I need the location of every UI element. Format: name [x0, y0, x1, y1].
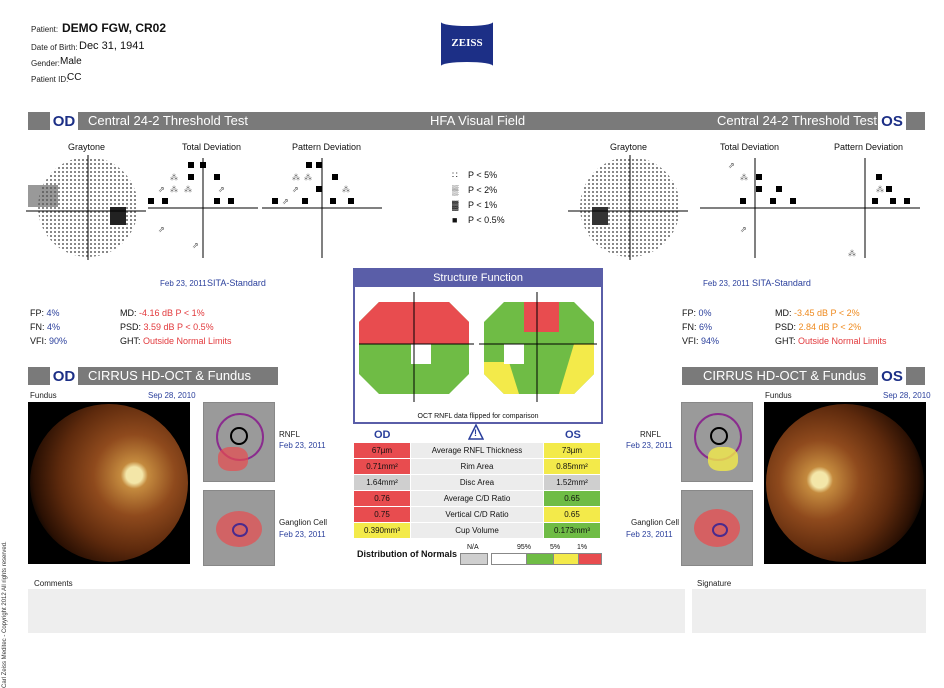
- svg-text:⇗: ⇗: [218, 185, 225, 194]
- normals-1-label: 1%: [577, 544, 588, 551]
- significance-legend: [452, 168, 505, 228]
- svg-text:⁂: ⁂: [740, 173, 748, 182]
- svg-text:⇗: ⇗: [728, 161, 735, 170]
- legend-item: ∷ P < 5%: [452, 170, 498, 180]
- copyright-text: Carl Zeiss Meditec - Copyright 2012 All rights reserved.: [2, 541, 8, 688]
- comments-label: Comments: [34, 579, 73, 588]
- table-row: 67µm Average RNFL Thickness 73µm: [354, 443, 601, 459]
- gender-value: Male: [60, 56, 82, 67]
- patient-id-value: CC: [67, 72, 82, 83]
- table-row: 0.76 Average C/D Ratio 0.65: [354, 491, 601, 507]
- table-row: 0.390mm³ Cup Volume 0.173mm³: [354, 523, 601, 539]
- os-rnfl-label: RNFL: [640, 430, 661, 439]
- os-gc-date: Feb 23, 2011: [626, 530, 673, 539]
- svg-text:⁂: ⁂: [170, 173, 178, 182]
- legend-item: ▓ P < 1%: [452, 200, 498, 210]
- os-total-deviation-label: Total Deviation: [720, 142, 780, 152]
- svg-text:⁂: ⁂: [170, 185, 178, 194]
- os-strategy: SITA-Standard: [752, 278, 811, 288]
- hfa-left-title: Central 24-2 Threshold Test: [88, 113, 248, 128]
- metrics-os-header: OS: [565, 429, 581, 441]
- od-fundus-image: [28, 402, 190, 564]
- hfa-os-tag: OS: [878, 112, 906, 130]
- od-gc-date: Feb 23, 2011: [279, 530, 326, 539]
- legend-item: ▒ P < 2%: [452, 185, 498, 195]
- od-rnfl-thumbnail: [203, 402, 275, 482]
- os-fundus-label: Fundus: [765, 391, 792, 400]
- os-graytone-label: Graytone: [610, 142, 648, 152]
- svg-text:⇗: ⇗: [192, 241, 199, 250]
- os-oct-title: CIRRUS HD-OCT & Fundus: [703, 368, 867, 383]
- os-rnfl-date: Feb 23, 2011: [626, 441, 673, 450]
- od-pattern-deviation-label: Pattern Deviation: [292, 142, 362, 152]
- os-psd: 2.84 dB P < 2%: [798, 322, 862, 332]
- os-fp: 0%: [698, 308, 712, 318]
- structure-function-panel: [353, 268, 603, 424]
- normals-white-swatch: [491, 553, 527, 565]
- normals-green-swatch: [526, 553, 554, 565]
- normals-red-swatch: [578, 553, 602, 565]
- structure-function-caption: OCT RNFL data flipped for comparison: [417, 413, 539, 420]
- os-ganglion-cell-thumbnail: [681, 490, 753, 566]
- signature-box[interactable]: [692, 589, 926, 633]
- hfa-center-title: HFA Visual Field: [430, 113, 526, 128]
- metrics-table: [353, 442, 601, 539]
- zeiss-logo: ZEISS: [441, 18, 493, 70]
- svg-text:⁂: ⁂: [292, 173, 300, 182]
- hfa-od-tag: OD: [50, 112, 78, 130]
- normals-na-swatch: [460, 553, 488, 565]
- od-ganglion-cell-thumbnail: [203, 490, 275, 566]
- od-strategy: SITA-Standard: [207, 278, 266, 288]
- svg-text:⁂: ⁂: [342, 185, 350, 194]
- od-test-date: Feb 23, 2011: [160, 279, 207, 288]
- warning-icon: !: [468, 424, 484, 440]
- svg-text:⁂: ⁂: [304, 173, 312, 182]
- patient-name-label: Patient:: [31, 25, 59, 34]
- od-fundus-date: Sep 28, 2010: [148, 391, 196, 400]
- table-row: 0.75 Vertical C/D Ratio 0.65: [354, 507, 601, 523]
- svg-text:⇗: ⇗: [292, 185, 299, 194]
- os-md: -3.45 dB P < 2%: [794, 308, 860, 318]
- os-ght: Outside Normal Limits: [798, 336, 887, 346]
- os-total-deviation-plot: [700, 158, 810, 258]
- structure-function-maps: [359, 292, 597, 404]
- dob-value: Dec 31, 1941: [79, 40, 145, 52]
- table-row: 1.64mm² Disc Area 1.52mm²: [354, 475, 601, 491]
- hfa-right-title: Central 24-2 Threshold Test: [717, 113, 877, 128]
- od-fp: 4%: [46, 308, 60, 318]
- os-graytone-plot: [568, 155, 688, 260]
- od-psd: 3.59 dB P < 0.5%: [143, 322, 214, 332]
- os-pattern-deviation-plot: [810, 158, 920, 258]
- os-gc-label: Ganglion Cell: [631, 518, 680, 527]
- comments-box[interactable]: [28, 589, 685, 633]
- structure-function-title: Structure Function: [355, 270, 601, 287]
- normals-yellow-swatch: [553, 553, 579, 565]
- gender-label: Gender:: [31, 59, 60, 68]
- od-pattern-deviation-plot: [262, 158, 382, 258]
- patient-name: DEMO FGW, CR02: [62, 21, 167, 35]
- od-graytone-label: Graytone: [68, 142, 106, 152]
- od-oct-title: CIRRUS HD-OCT & Fundus: [88, 368, 252, 383]
- os-test-date: Feb 23, 2011: [703, 279, 750, 288]
- os-vfi: 94%: [701, 336, 720, 346]
- normals-label: Distribution of Normals: [357, 549, 458, 559]
- svg-text:⇗: ⇗: [158, 225, 165, 234]
- od-graytone-plot: [26, 155, 146, 260]
- os-fn: 6%: [699, 322, 713, 332]
- os-oct-tag: OS: [878, 367, 906, 385]
- os-fundus-date: Sep 28, 2010: [883, 391, 931, 400]
- svg-text:⇗: ⇗: [158, 185, 165, 194]
- svg-text:⇗: ⇗: [282, 197, 289, 206]
- os-rnfl-thumbnail: [681, 402, 753, 482]
- os-fundus-image: [764, 402, 926, 564]
- legend-item: ■ P < 0.5%: [452, 215, 505, 225]
- od-fundus-label: Fundus: [30, 391, 57, 400]
- dob-label: Date of Birth:: [31, 43, 78, 52]
- od-ght: Outside Normal Limits: [143, 336, 232, 346]
- od-total-deviation-plot: [148, 158, 258, 258]
- patient-id-label: Patient ID:: [31, 75, 69, 84]
- metrics-od-header: OD: [374, 429, 391, 441]
- table-row: 0.71mm² Rim Area 0.85mm²: [354, 459, 601, 475]
- os-pattern-deviation-label: Pattern Deviation: [834, 142, 904, 152]
- svg-text:⁂: ⁂: [848, 249, 856, 258]
- svg-text:⁂: ⁂: [876, 185, 884, 194]
- od-total-deviation-label: Total Deviation: [182, 142, 242, 152]
- od-oct-tag: OD: [50, 367, 78, 385]
- normals-5-label: 5%: [550, 544, 561, 551]
- svg-text:⇗: ⇗: [740, 225, 747, 234]
- normals-na-label: N/A: [467, 544, 479, 551]
- od-md: -4.16 dB P < 1%: [139, 308, 205, 318]
- od-fn: 4%: [47, 322, 61, 332]
- od-vfi: 90%: [49, 336, 68, 346]
- od-rnfl-date: Feb 23, 2011: [279, 441, 326, 450]
- od-rnfl-label: RNFL: [279, 430, 300, 439]
- svg-text:⁂: ⁂: [184, 185, 192, 194]
- od-gc-label: Ganglion Cell: [279, 518, 328, 527]
- normals-95-label: 95%: [517, 544, 532, 551]
- signature-label: Signature: [697, 579, 732, 588]
